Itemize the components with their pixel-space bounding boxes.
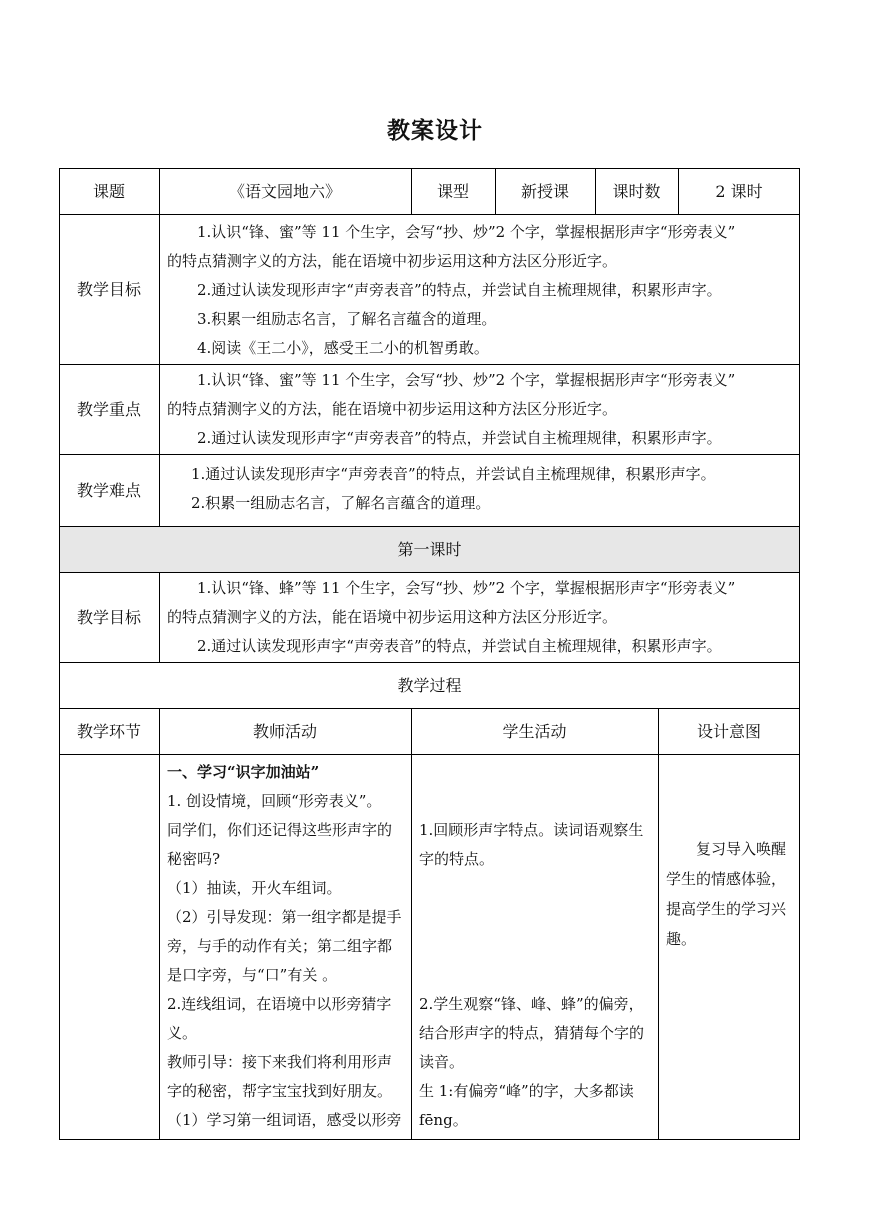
col-stage-header: 教学环节 [76, 721, 141, 741]
table-border-left [59, 168, 60, 1140]
table-row-divider [59, 662, 800, 663]
table-border-bottom [59, 1139, 800, 1140]
col-divider [159, 572, 160, 662]
col-divider [678, 168, 679, 214]
goals-line: 3.积累一组励志名言，了解名言蕴含的道理。 [197, 310, 497, 328]
key-points-content [159, 364, 800, 454]
col-divider [411, 168, 412, 214]
lesson1-goals-line: 1.认识“锋、蜂”等 11 个生字，会写“抄、炒”2 个字，掌握根据形声字“形旁表义” [197, 579, 736, 597]
design-intent [658, 754, 800, 1140]
page-title: 教案设计 [387, 117, 483, 144]
table-row-divider [59, 572, 800, 573]
table-row-divider [59, 754, 800, 755]
teacher-line: 义。 [167, 1024, 198, 1042]
table-border-top [59, 168, 800, 169]
key-points-line: 2.通过认读发现形声字“声旁表音”的特点，并尝试自主梳理规律，积累形声字。 [197, 429, 722, 447]
goals-line: 的特点猜测字义的方法，能在语境中初步运用这种方法区分形近字。 [167, 252, 618, 270]
col-divider [411, 708, 412, 1140]
key-points-line: 的特点猜测字义的方法，能在语境中初步运用这种方法区分形近字。 [167, 400, 618, 418]
teacher-line: 字的秘密，帮字宝宝找到好朋友。 [167, 1082, 393, 1100]
difficulties-line: 1.通过认读发现形声字“声旁表音”的特点，并尝试自主梳理规律，积累形声字。 [191, 465, 716, 483]
teacher-line: 旁，与手的动作有关；第二组字都 [167, 937, 393, 955]
student-line: 2.学生观察“锋、峰、蜂”的偏旁， [419, 995, 644, 1013]
student-line: 1.回顾形声字特点。读词语观察生 [419, 821, 644, 839]
col-divider [595, 168, 596, 214]
type-value: 新授课 [520, 181, 569, 201]
teacher-line: 1. 创设情境，回顾“形旁表义”。 [167, 792, 382, 810]
lesson1-goals-label: 教学目标 [76, 607, 141, 627]
intent-line: 趣。 [666, 930, 697, 948]
intent-line: 提高学生的学习兴 [666, 900, 787, 918]
student-line: 读音。 [419, 1053, 465, 1071]
teacher-line: 是口字旁，与“口”有关 。 [167, 966, 338, 984]
col-divider [159, 168, 160, 526]
table-row-divider [59, 526, 800, 527]
goals-line: 2.通过认读发现形声字“声旁表音”的特点，并尝试自主梳理规律，积累形声字。 [197, 281, 722, 299]
table-row-divider [59, 708, 800, 709]
goals-line: 1.认识“锋、蜜”等 11 个生字，会写“抄、炒”2 个字，掌握根据形声字“形旁表义” [197, 223, 736, 241]
teacher-line: （2）引导发现：第一组字都是提手 [167, 908, 402, 926]
col-student-header: 学生活动 [502, 721, 567, 741]
lesson1-goals-content [159, 572, 800, 662]
col-intent-header: 设计意图 [696, 721, 761, 741]
topic-value: 《语文园地六》 [228, 181, 341, 201]
intent-line: 学生的情感体验， [666, 870, 787, 888]
teacher-line: （1）学习第一组词语，感受以形旁 [167, 1111, 402, 1129]
lesson1-heading: 第一课时 [59, 526, 800, 572]
type-label: 课型 [436, 181, 469, 201]
process-heading: 教学过程 [397, 675, 462, 695]
stage-cell [59, 754, 159, 1140]
intent-line: 复习导入唤醒 [696, 840, 787, 858]
student-line: 字的特点。 [419, 850, 495, 868]
topic-label: 课题 [92, 181, 125, 201]
teacher-activity [159, 754, 411, 1140]
teacher-line: 2.连线组词，在语境中以形旁猜字 [167, 995, 392, 1013]
table-row-divider [59, 214, 800, 215]
student-line: fēng。 [419, 1111, 468, 1129]
student-line: 生 1:有偏旁“峰”的字，大多都读 [419, 1082, 634, 1100]
hours-value: 2 课时 [715, 181, 763, 201]
teacher-line: 一、学习“识字加油站” [167, 763, 320, 781]
table-row-divider [59, 364, 800, 365]
goals-content [159, 214, 800, 364]
col-divider [159, 708, 160, 1140]
col-teacher-header: 教师活动 [252, 721, 317, 741]
hours-label: 课时数 [612, 181, 661, 201]
col-divider [658, 708, 659, 1140]
key-points-line: 1.认识“锋、蜜”等 11 个生字，会写“抄、炒”2 个字，掌握根据形声字“形旁表义” [197, 371, 736, 389]
difficulties-line: 2.积累一组励志名言，了解名言蕴含的道理。 [191, 494, 491, 512]
teacher-line: 教师引导：接下来我们将利用形声 [167, 1053, 393, 1071]
difficulties-label: 教学难点 [76, 480, 141, 500]
key-points-label: 教学重点 [76, 399, 141, 419]
student-line: 结合形声字的特点，猜猜每个字的 [419, 1024, 645, 1042]
lesson1-goals-line: 的特点猜测字义的方法，能在语境中初步运用这种方法区分形近字。 [167, 608, 618, 626]
lesson1-goals-line: 2.通过认读发现形声字“声旁表音”的特点，并尝试自主梳理规律，积累形声字。 [197, 637, 722, 655]
teacher-line: （1）抽读，开火车组词。 [167, 879, 342, 897]
table-border-right [799, 168, 800, 1140]
table-row-divider [59, 454, 800, 455]
difficulties-content [159, 454, 800, 526]
teacher-line: 同学们，你们还记得这些形声字的 [167, 821, 393, 839]
goals-line: 4.阅读《王二小》，感受王二小的机智勇敢。 [197, 339, 489, 357]
col-divider [495, 168, 496, 214]
goals-label: 教学目标 [76, 279, 141, 299]
student-activity [411, 754, 658, 1140]
teacher-line: 秘密吗? [167, 850, 221, 868]
